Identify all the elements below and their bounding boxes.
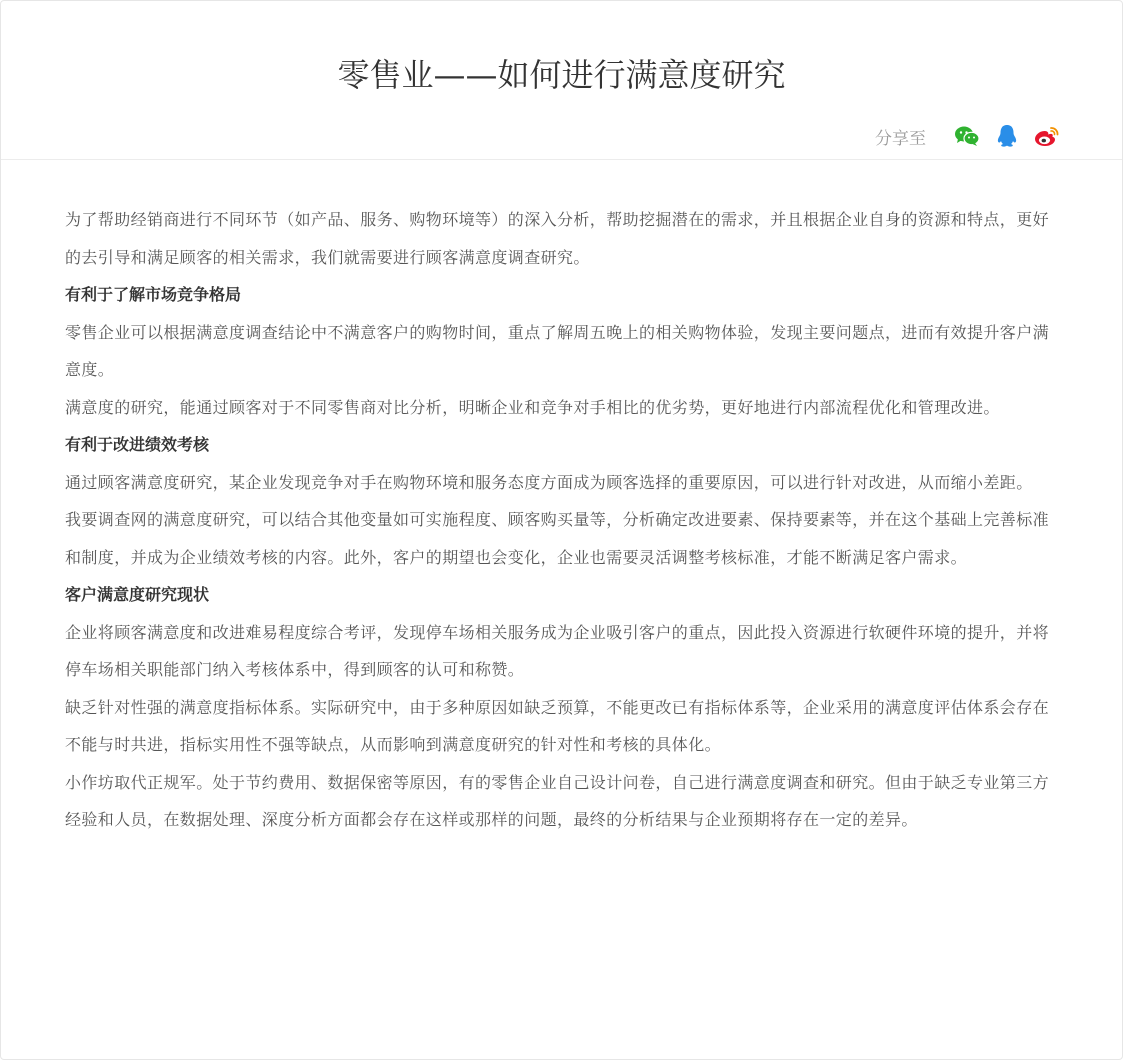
- weibo-icon[interactable]: [1034, 123, 1060, 149]
- paragraph: 为了帮助经销商进行不同环节（如产品、服务、购物环境等）的深入分析，帮助挖掘潜在的需求，并且根据企业自身的资源和特点，更好的去引导和满足顾客的相关需求，我们就需要进行顾客满意度调查研究。: [65, 210, 1050, 267]
- paragraph: 企业将顾客满意度和改进难易程度综合考评，发现停车场相关服务成为企业吸引客户的重点，因此投入资源进行软硬件环境的提升，并将停车场相关职能部门纳入考核体系中，得到顾客的认可和称赞。: [65, 622, 1050, 679]
- paragraph: 缺乏针对性强的满意度指标体系。实际研究中，由于多种原因如缺乏预算，不能更改已有指标体系等，企业采用的满意度评估体系会存在不能与时共进，指标实用性不强等缺点，从而影响到满意度研究的针对性和考核的具体化。: [65, 697, 1050, 754]
- section-heading: 有利于了解市场竞争格局: [65, 285, 242, 304]
- section-heading: 有利于改进绩效考核: [65, 435, 210, 454]
- paragraph: 零售企业可以根据满意度调查结论中不满意客户的购物时间，重点了解周五晚上的相关购物体验，发现主要问题点，进而有效提升客户满意度。: [65, 322, 1050, 379]
- share-label: 分享至: [875, 128, 926, 149]
- wechat-icon[interactable]: [954, 123, 980, 149]
- section-heading: 客户满意度研究现状: [65, 585, 210, 604]
- paragraph: 小作坊取代正规军。处于节约费用、数据保密等原因，有的零售企业自己设计问卷，自己进行满意度调查和研究。但由于缺乏专业第三方经验和人员，在数据处理、深度分析方面都会存在这样或那样的问题，最终的分析结果与企业预期将存在一定的差异。: [65, 772, 1050, 829]
- article-body: [65, 201, 1058, 839]
- paragraph: 满意度的研究，能通过顾客对于不同零售商对比分析，明晰企业和竞争对手相比的优劣势，更好地进行内部流程优化和管理改进。: [65, 397, 1000, 417]
- share-bar: [875, 121, 1060, 151]
- paragraph: 通过顾客满意度研究，某企业发现竞争对手在购物环境和服务态度方面成为顾客选择的重要原因，可以进行针对改进，从而缩小差距。: [65, 472, 1033, 492]
- page-title: 零售业——如何进行满意度研究: [337, 56, 786, 94]
- qq-icon[interactable]: [994, 123, 1020, 149]
- paragraph: 我要调查网的满意度研究，可以结合其他变量如可实施程度、顾客购买量等，分析确定改进要素、保持要素等，并在这个基础上完善标准和制度，并成为企业绩效考核的内容。此外，客户的期望也会变化，企业也需要灵活调整考核标准，才能不断满足客户需求。: [65, 510, 1050, 567]
- article-header: [1, 1, 1122, 160]
